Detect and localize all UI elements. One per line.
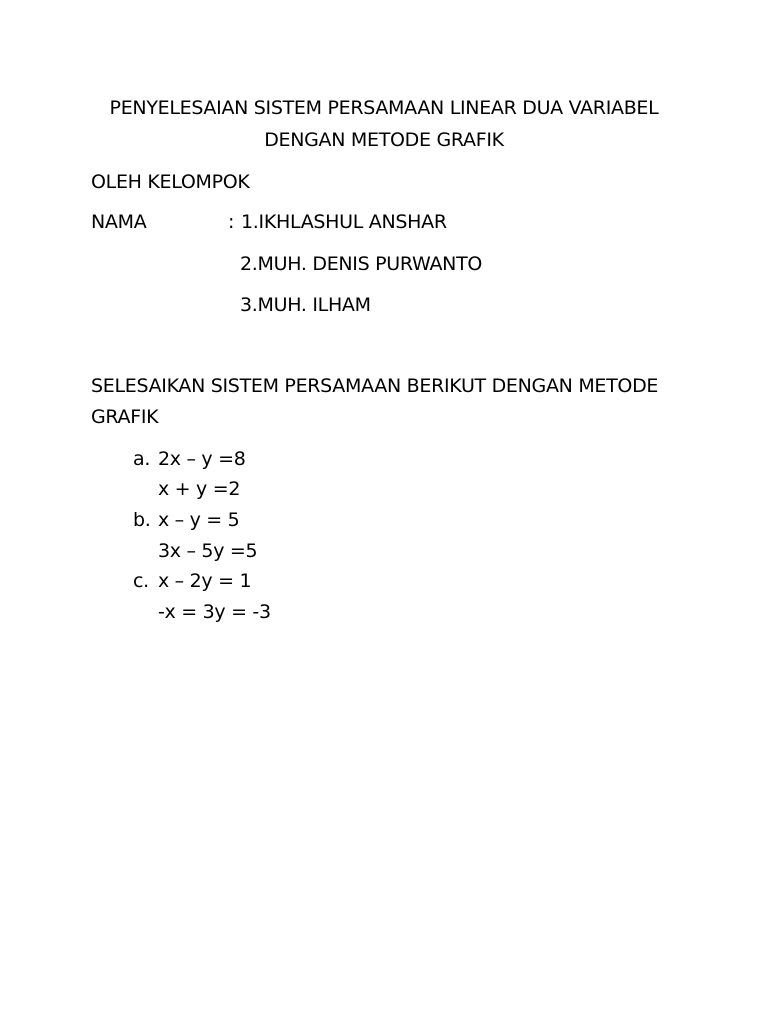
- member-name-1: 1.IKHLASHUL ANSHAR: [241, 211, 447, 233]
- problem-c-equation-2: -x = 3y = -3: [158, 601, 271, 623]
- document-title-line-1: PENYELESAIAN SISTEM PERSAMAAN LINEAR DUA VARIABEL: [109, 97, 659, 119]
- problem-c-equation-1: x – 2y = 1: [158, 570, 252, 592]
- document-title-line-2: DENGAN METODE GRAFIK: [264, 129, 504, 151]
- member-name-3: 3.MUH. ILHAM: [240, 294, 371, 316]
- group-label: OLEH KELOMPOK: [91, 171, 250, 193]
- names-separator: :: [228, 211, 235, 233]
- instruction-line-2: GRAFIK: [91, 406, 159, 428]
- problem-a-equation-1: 2x – y =8: [158, 448, 246, 470]
- problem-b-equation-1: x – y = 5: [158, 509, 240, 531]
- problem-b-equation-2: 3x – 5y =5: [158, 540, 258, 562]
- problem-marker-b: b.: [133, 509, 151, 531]
- problem-marker-a: a.: [133, 448, 151, 470]
- instruction-line-1: SELESAIKAN SISTEM PERSAMAAN BERIKUT DENGAN METODE: [91, 375, 659, 397]
- member-name-2: 2.MUH. DENIS PURWANTO: [240, 253, 483, 275]
- problem-a-equation-2: x + y =2: [158, 478, 241, 500]
- names-label: NAMA: [91, 211, 147, 233]
- problem-marker-c: c.: [133, 570, 149, 592]
